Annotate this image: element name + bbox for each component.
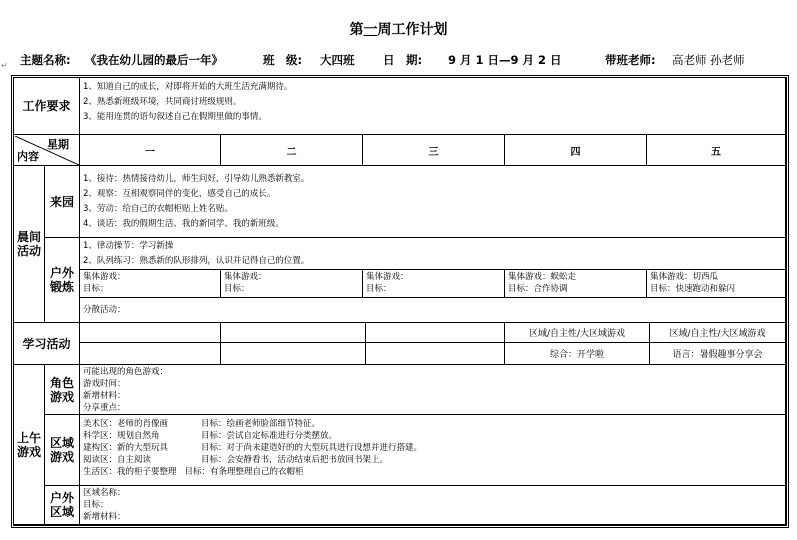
study-cell [80, 343, 221, 365]
class-label: 班 级: [263, 53, 303, 67]
arrival-content [80, 166, 786, 238]
scattered-activity: 分散活动： [80, 298, 786, 323]
area-item: 科学区：规划自然角 目标：尝试自定标准进行分类摆放。 [83, 431, 338, 441]
group-game-monday: 集体游戏： 目标： [80, 270, 221, 298]
content-label: 内容 [17, 150, 39, 163]
area-item: 阅读区：自主阅读 目标：会安静看书，活动结束后把书放回书架上。 [83, 455, 389, 465]
study-cell [221, 343, 366, 365]
area-games-content [80, 415, 786, 486]
date-label: 日 期: [383, 53, 423, 67]
study-activities-label: 学习活动 [14, 323, 80, 365]
outdoor-exercise-content [80, 238, 786, 270]
area-item: 美术区：老师的肖像画 目标：绘画老师脸部细节特征。 [83, 419, 321, 429]
arrival-item: 3、劳动：给自己的衣帽柜贴上姓名贴。 [83, 204, 233, 214]
weekday-label: 星期 [47, 138, 69, 151]
outdoor-item: 2、队列练习：熟悉新的队形排列，认识并记得自己的位置。 [83, 256, 310, 266]
outdoor-area-content: 区域名称： 目标： 新增材料： [80, 486, 786, 525]
requirement-item: 3、能用连贯的语句叙述自己在假期里做的事情。 [83, 112, 267, 122]
study-cell [221, 323, 366, 343]
study-cell [366, 323, 505, 343]
study-area-friday: 区域/自主性/大区域游戏 [650, 323, 786, 343]
outdoor-area-label: 户外区域 [45, 486, 80, 525]
study-cell [366, 343, 505, 365]
arrival-item: 1、接待：热情接待幼儿，师生问好，引导幼儿熟悉新教室。 [83, 174, 310, 184]
role-play-label: 角色游戏 [45, 365, 80, 415]
role-play-content: 可能出现的角色游戏： 游戏时间： 新增材料： 分享重点： [80, 365, 786, 415]
outdoor-exercise-label: 户外锻炼 [45, 238, 80, 323]
outdoor-item: 1、律动操节：学习新操 [83, 241, 174, 251]
requirement-item: 1、知道自己的成长，对即将开始的大班生活充满期待。 [83, 82, 293, 92]
page-title: 第一周工作计划 [349, 22, 448, 38]
day-wednesday: 三 [363, 135, 505, 166]
arrival-item: 2、观察：互相观察同伴的变化，感受自己的成长。 [83, 189, 276, 199]
study-area-thursday: 区域/自主性/大区域游戏 [505, 323, 650, 343]
work-requirements-content [80, 78, 786, 135]
day-tuesday: 二 [221, 135, 363, 166]
work-requirements-label: 工作要求 [14, 78, 80, 135]
class-value: 大四班 [320, 53, 355, 67]
group-game-tuesday: 集体游戏： 目标： [221, 270, 363, 298]
group-game-friday: 集体游戏：切西瓜 目标：快速跑动和躲闪 [647, 270, 786, 298]
morning-activities-label: 晨间活动 [14, 166, 45, 323]
theme-value: 《我在幼儿园的最后一年》 [85, 53, 223, 67]
teacher-value: 高老师 孙老师 [672, 53, 745, 67]
week-number: 一 [363, 22, 378, 38]
study-lesson-thursday: 综合：开学啦 [505, 343, 650, 365]
day-friday: 五 [647, 135, 786, 166]
plan-header [0, 52, 797, 68]
area-item: 建构区：新的大型玩具 目标：对于尚未建造好的的大型玩具进行设想并进行搭建。 [83, 443, 423, 453]
day-monday: 一 [80, 135, 221, 166]
teacher-label: 带班老师: [605, 53, 656, 67]
requirement-item: 2、熟悉新班级环境，共同商讨班级规则。 [83, 97, 242, 107]
am-games-label: 上午游戏 [14, 365, 45, 525]
header-diagonal [15, 136, 79, 165]
area-games-label: 区域游戏 [45, 415, 80, 486]
paragraph-marker-icon: ↵ [1, 61, 8, 70]
group-game-thursday: 集体游戏：蜈蚣走 目标：合作协调 [505, 270, 647, 298]
study-cell [80, 323, 221, 343]
arrival-item: 4、谈话：我的假期生活、我的新同学、我的新班级。 [83, 219, 284, 229]
group-game-wednesday: 集体游戏： 目标： [363, 270, 505, 298]
day-thursday: 四 [505, 135, 647, 166]
area-item: 生活区：我的柜子要整理 目标：有条理整理自己的衣帽柜 [83, 467, 304, 477]
study-lesson-friday: 语言：暑假趣事分享会 [650, 343, 786, 365]
arrival-label: 来园 [45, 166, 80, 238]
theme-label: 主题名称: [20, 53, 71, 67]
date-value: 9 月 1 日—9 月 2 日 [448, 53, 562, 67]
